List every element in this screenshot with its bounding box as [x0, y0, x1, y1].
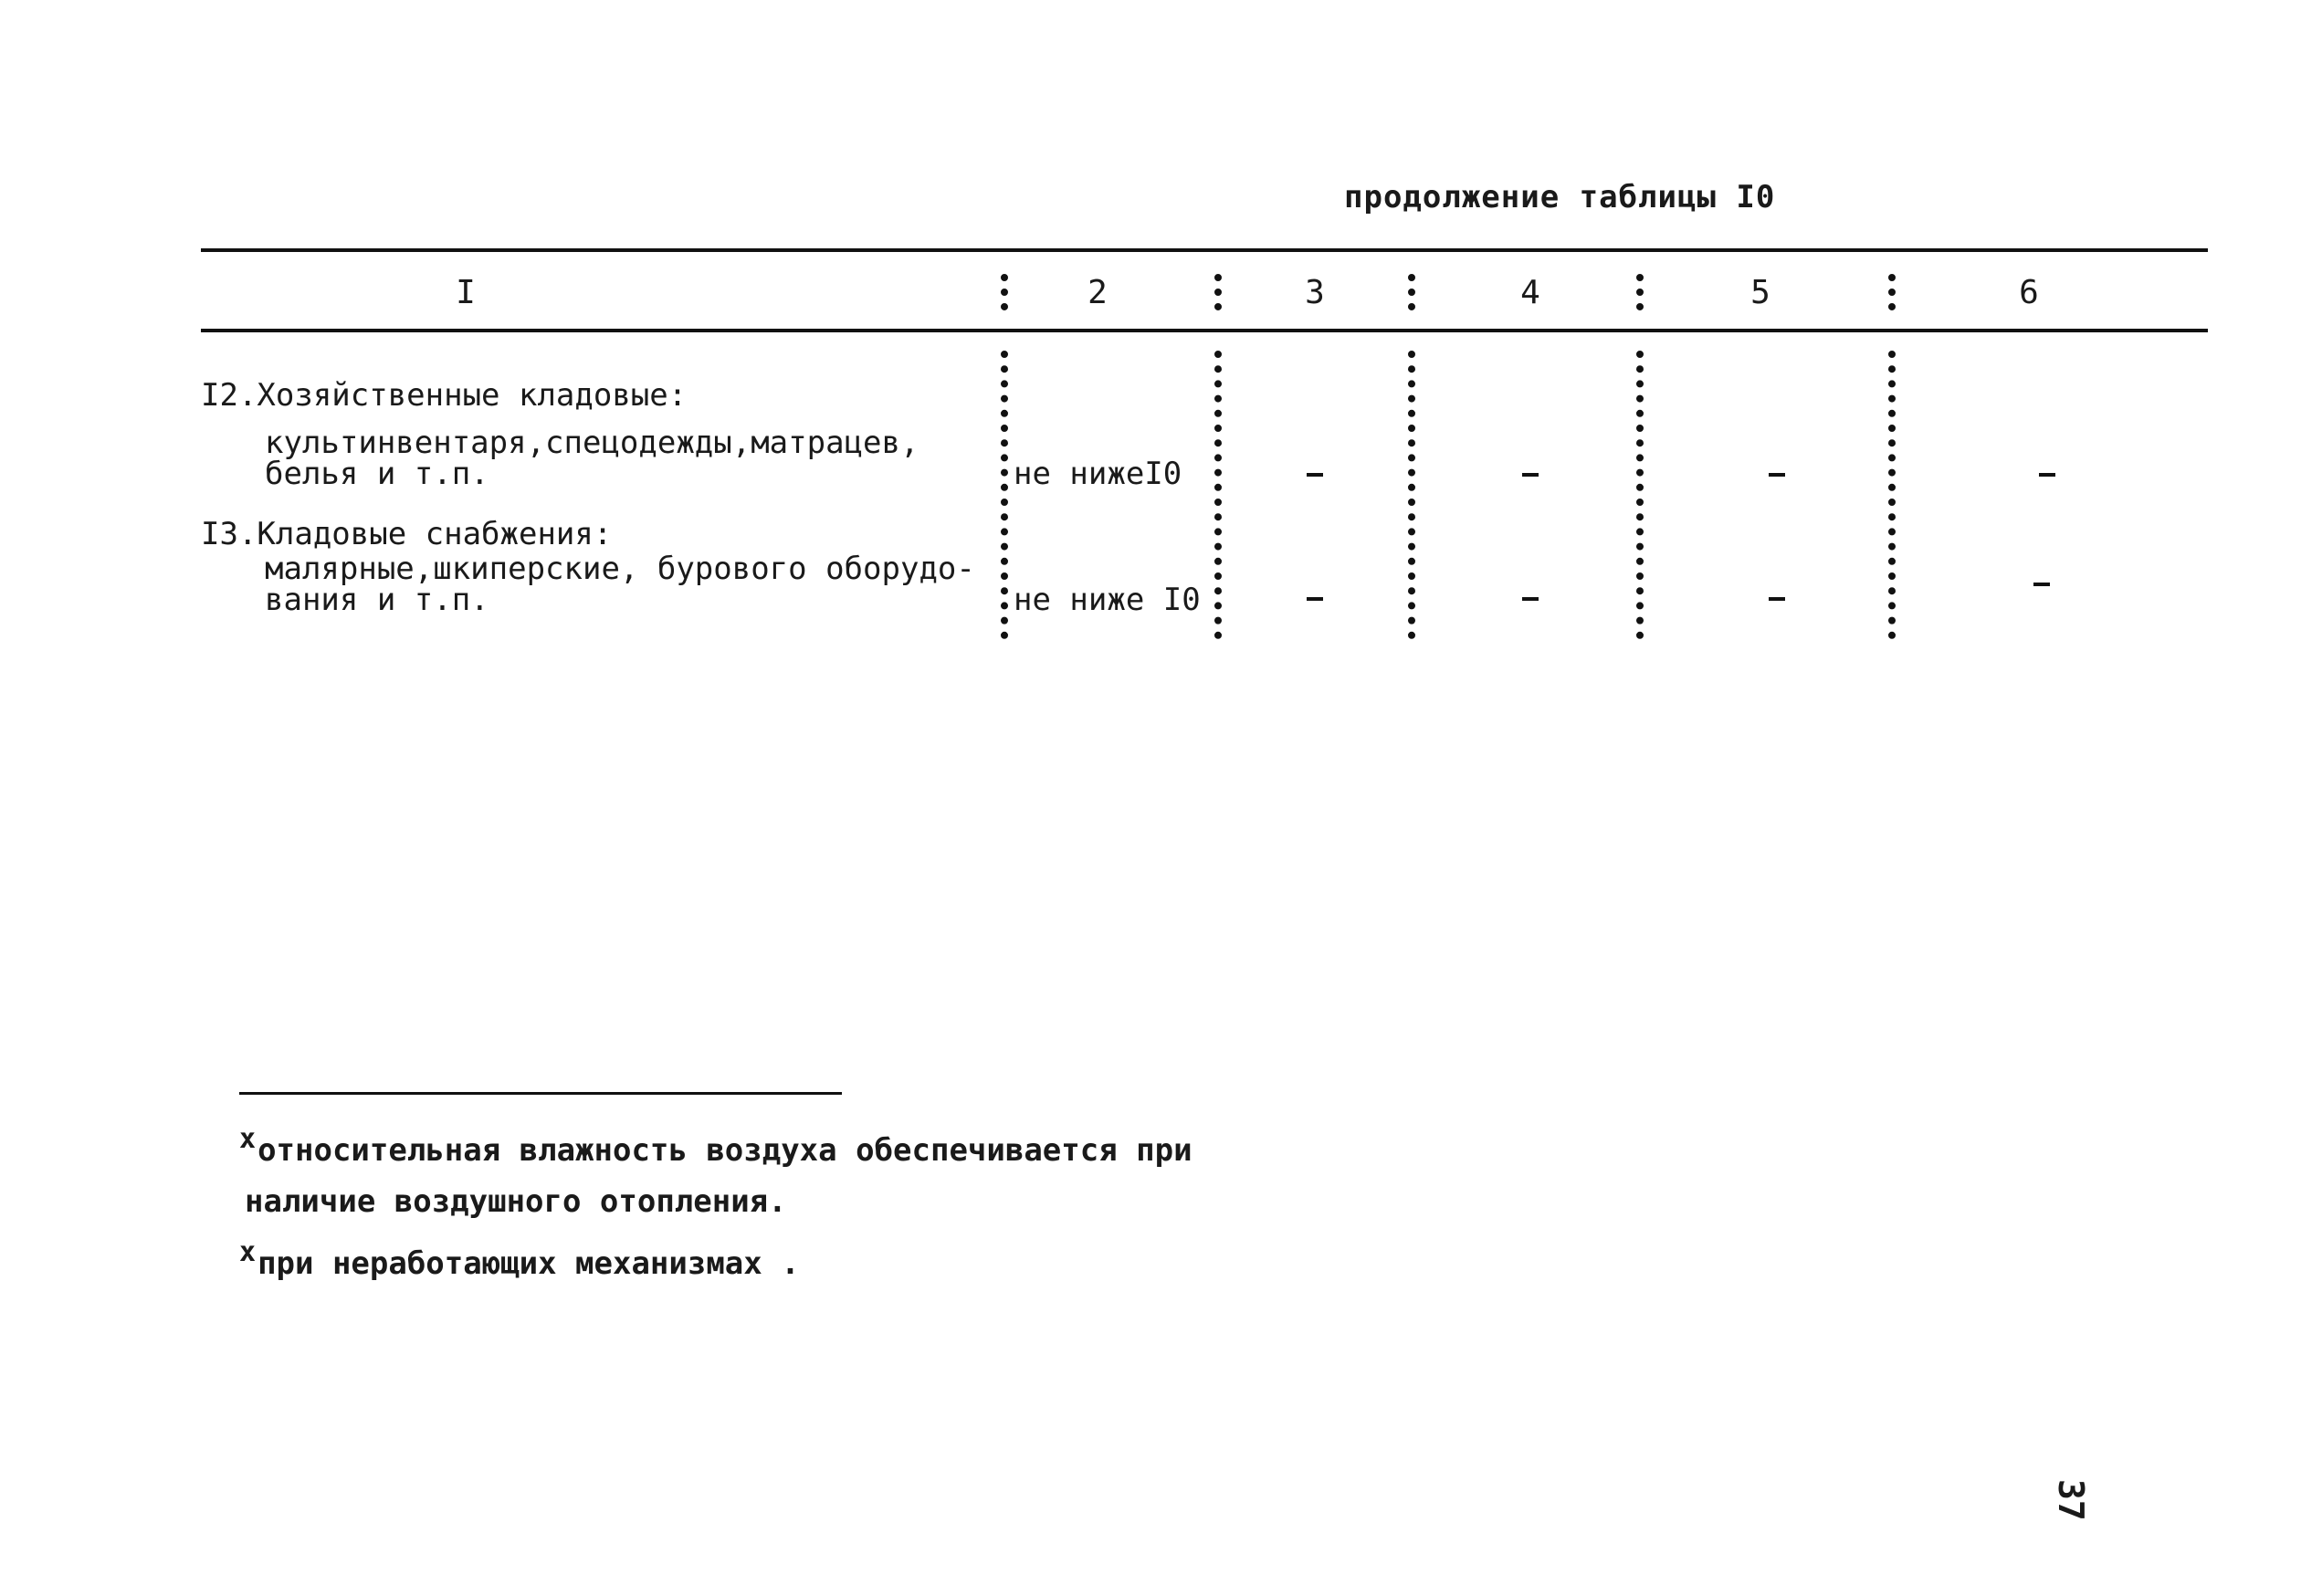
row-13-col2: не ниже I0: [1014, 582, 1201, 618]
footnote-2-mark: x: [239, 1236, 257, 1268]
header-separator: [1636, 274, 1644, 310]
column-header-1: I: [456, 274, 476, 311]
row-12-col4-dash: [1522, 473, 1539, 477]
footnote-1-line2: наличие воздушного отопления.: [245, 1183, 787, 1220]
column-separator: [1888, 351, 1896, 639]
footnote-2: xпри неработающих механизмах .: [239, 1236, 800, 1282]
column-separator: [1408, 351, 1415, 639]
column-header-2: 2: [1087, 274, 1108, 311]
row-12-col2: не нижеI0: [1014, 456, 1182, 492]
table-header-rule: [201, 329, 2208, 332]
footnote-rule: [239, 1092, 842, 1095]
table-top-rule: [201, 248, 2208, 252]
row-12-col3-dash: [1307, 473, 1323, 477]
header-separator: [1214, 274, 1222, 310]
column-header-5: 5: [1750, 274, 1770, 311]
header-separator: [1408, 274, 1415, 310]
page-number: 37: [2051, 1479, 2091, 1521]
column-separator: [1636, 351, 1644, 639]
footnote-1-line1: xотносительная влажность воздуха обеспечивается при: [239, 1123, 1193, 1169]
row-13-col6-dash: [2033, 583, 2050, 586]
table-caption: продолжение таблицы I0: [1344, 179, 1776, 215]
row-12-col5-dash: [1769, 473, 1785, 477]
row-12-desc-line2: белья и т.п.: [265, 456, 489, 492]
column-header-4: 4: [1520, 274, 1540, 311]
footnote-1-mark: x: [239, 1123, 257, 1155]
column-header-6: 6: [2019, 274, 2039, 311]
row-13-col3-dash: [1307, 597, 1323, 601]
row-12-col6-dash: [2039, 473, 2055, 477]
column-separator: [1001, 351, 1008, 639]
header-separator: [1888, 274, 1896, 310]
row-13-desc-line1: малярные,шкиперские, бурового оборудо-: [265, 551, 975, 587]
header-separator: [1001, 274, 1008, 310]
row-13-col5-dash: [1769, 597, 1785, 601]
row-13-col4-dash: [1522, 597, 1539, 601]
column-separator: [1214, 351, 1222, 639]
row-12-desc-line1: культинвентаря,спецодежды,матрацев,: [265, 425, 919, 461]
row-12-title: I2.Хозяйственные кладовые:: [201, 377, 688, 414]
row-13-desc-line2: вания и т.п.: [265, 582, 489, 618]
row-13-title: I3.Кладовые снабжения:: [201, 516, 613, 552]
column-header-3: 3: [1305, 274, 1325, 311]
